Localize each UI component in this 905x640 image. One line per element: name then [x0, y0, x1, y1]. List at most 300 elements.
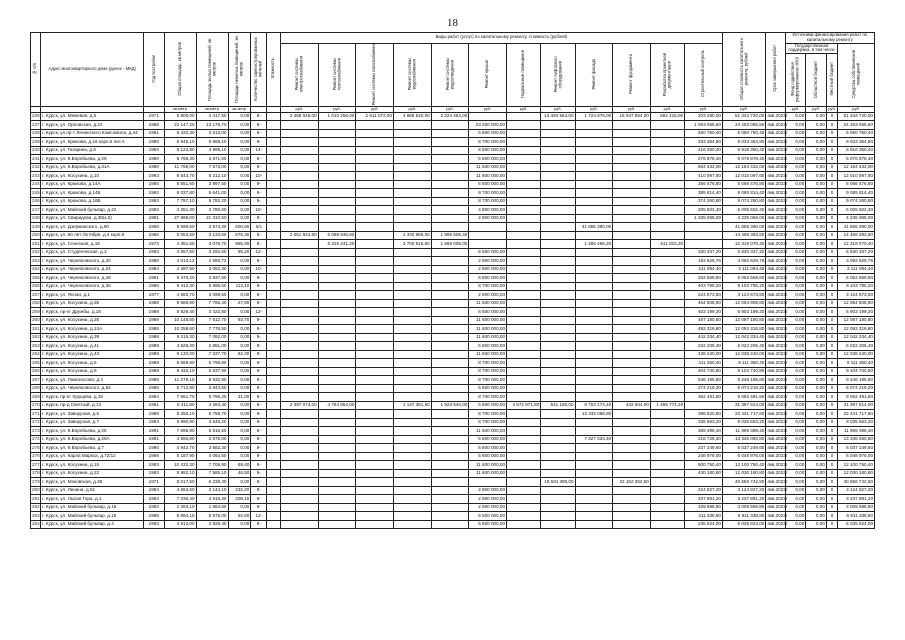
local-cell: 0	[826, 240, 837, 249]
work-cost-cell: 8 700 000,00	[469, 197, 507, 206]
residents-cell: 10-	[251, 265, 267, 274]
total-cost-cell: 11 969 398,40	[722, 427, 765, 436]
owners-cell: 3 124 673,60	[838, 291, 875, 300]
work-cost-cell	[650, 342, 684, 351]
floors-cell	[267, 155, 281, 164]
work-cost-cell: 438 240,00	[685, 350, 723, 359]
work-cost-cell	[541, 512, 575, 521]
owners-cell: 6 916 350,40	[838, 146, 875, 155]
work-cost-cell	[318, 410, 356, 419]
owners-cell: 6 035 824,00	[838, 520, 875, 529]
floors-cell	[267, 282, 281, 291]
work-cost-cell	[507, 452, 541, 461]
work-cost-cell: 1 286 466,20	[575, 240, 613, 249]
living-area-cell: 7 708,90	[196, 461, 228, 470]
floors-cell	[267, 512, 281, 521]
nonliving-area-cell: 95,20	[228, 248, 251, 257]
deadline-cell: 4кв.2023г	[766, 291, 785, 300]
work-cost-cell	[356, 486, 394, 495]
row-number-cell: 259	[31, 308, 41, 317]
work-cost-cell: 5 226 241,20	[318, 240, 356, 249]
living-area-cell: 3 674,30	[196, 223, 228, 232]
deadline-cell: 4кв.2023г	[766, 282, 785, 291]
work-cost-cell	[613, 265, 651, 274]
work-cost-cell	[281, 444, 319, 453]
local-cell: 0	[826, 401, 837, 410]
work-cost-cell	[541, 333, 575, 342]
work-cost-cell	[575, 172, 613, 181]
row-number-cell: 269	[31, 393, 41, 402]
work-cost-cell	[356, 350, 394, 359]
local-cell: 0	[826, 350, 837, 359]
local-cell: 0	[826, 214, 837, 223]
regional-cell: 0,00	[806, 393, 827, 402]
work-cost-cell	[650, 520, 684, 529]
row-number-cell: 252	[31, 248, 41, 257]
work-cost-cell: 6 500 000,00	[469, 248, 507, 257]
local-cell: 0	[826, 282, 837, 291]
total-cost-cell: 6 048 976,00	[722, 452, 765, 461]
work-cost-cell	[613, 291, 651, 300]
work-cost-cell	[431, 461, 469, 470]
work-cost-cell	[356, 155, 394, 164]
table-row	[31, 325, 875, 334]
row-number-cell: 277	[31, 461, 41, 470]
unit-rub: руб.	[828, 106, 836, 112]
deadline-cell: 4кв.2023г	[766, 478, 785, 487]
header-work-8: Ремонт лифтового оборудования	[541, 43, 575, 106]
table-row	[31, 367, 875, 376]
work-cost-cell: 8 700 000,00	[469, 367, 507, 376]
local-cell: 0	[826, 444, 837, 453]
residents-cell: 9-	[251, 274, 267, 283]
floors-cell	[267, 180, 281, 189]
work-cost-cell	[541, 231, 575, 240]
work-cost-cell	[394, 121, 432, 130]
deadline-cell: 4кв.2023г	[766, 486, 785, 495]
floors-cell	[267, 461, 281, 470]
address-cell: г. Курск, ул. Косухина, д.41	[41, 342, 144, 351]
row-number-cell: 239	[31, 138, 41, 147]
work-cost-cell	[541, 342, 575, 351]
regional-cell: 0,00	[806, 206, 827, 215]
local-cell: 0	[826, 359, 837, 368]
work-cost-cell: 5 800 000,00	[469, 155, 507, 164]
work-cost-cell	[650, 469, 684, 478]
work-cost-cell: 11 600 000,00	[469, 163, 507, 172]
work-cost-cell: 385 814,40	[685, 189, 723, 198]
address-cell: г. Курск, ул. Орловская, д.22	[41, 121, 144, 130]
work-cost-cell	[281, 172, 319, 181]
work-cost-cell	[650, 197, 684, 206]
work-cost-cell: 6 099 936,80	[318, 231, 356, 240]
work-cost-cell	[541, 367, 575, 376]
work-cost-cell	[575, 197, 613, 206]
row-number-cell: 249	[31, 223, 41, 232]
work-cost-cell	[541, 384, 575, 393]
work-cost-cell	[469, 478, 507, 487]
fund-cell: 0,00	[785, 129, 806, 138]
work-cost-cell	[650, 410, 684, 419]
total-cost-cell: 31 397 814,00	[722, 401, 765, 410]
work-cost-cell	[613, 214, 651, 223]
work-cost-cell	[318, 291, 356, 300]
living-area-cell: 2 851,00	[196, 342, 228, 351]
work-cost-cell: 260 750,40	[685, 129, 723, 138]
total-area-cell: 8 250,10	[164, 410, 196, 419]
floors-cell	[267, 503, 281, 512]
work-cost-cell: 11 600 000,00	[469, 427, 507, 436]
work-cost-cell	[613, 325, 651, 334]
total-cost-cell: 4 235 068,00	[722, 214, 765, 223]
nonliving-area-cell: 0,00	[228, 163, 251, 172]
work-cost-cell: 13 494 564,00	[541, 112, 575, 121]
address-cell: г. Курск, ул. Косухина, д.22	[41, 469, 144, 478]
nonliving-area-cell: 0,00	[228, 138, 251, 147]
table-row	[31, 401, 875, 410]
owners-cell: 9 103 795,20	[838, 282, 875, 291]
work-cost-cell	[650, 376, 684, 385]
nonliving-area-cell: 955,90	[228, 240, 251, 249]
total-cost-cell: 9 085 814,40	[722, 189, 765, 198]
header-work-12: Строительный контроль	[685, 43, 723, 106]
year-cell: 1992	[144, 189, 165, 198]
total-cost-cell: 12 064 908,80	[722, 299, 765, 308]
local-cell: 0	[826, 180, 837, 189]
table-body	[31, 112, 875, 529]
row-number-cell: 283	[31, 512, 41, 521]
work-cost-cell	[431, 265, 469, 274]
floors-cell	[267, 367, 281, 376]
nonliving-area-cell: 0,00	[228, 291, 251, 300]
work-cost-cell	[541, 121, 575, 130]
work-cost-cell	[394, 376, 432, 385]
work-cost-cell	[507, 180, 541, 189]
work-cost-cell	[613, 376, 651, 385]
work-cost-cell	[650, 393, 684, 402]
table-row	[31, 155, 875, 164]
work-cost-cell	[281, 189, 319, 198]
work-cost-cell	[507, 223, 541, 232]
row-number-cell: 237	[31, 121, 41, 130]
regional-cell: 0,00	[806, 129, 827, 138]
work-cost-cell: 237 249,60	[685, 444, 723, 453]
address-cell: г. Курск, ул. Майский бульвар, д.4	[41, 520, 144, 529]
total-area-cell: 4 556,80	[164, 435, 196, 444]
floors-cell	[267, 495, 281, 504]
work-cost-cell	[507, 197, 541, 206]
work-cost-cell	[318, 393, 356, 402]
local-cell: 0	[826, 520, 837, 529]
regional-cell: 0,00	[806, 418, 827, 427]
work-cost-cell	[507, 461, 541, 470]
work-cost-cell	[394, 299, 432, 308]
work-cost-cell	[431, 248, 469, 257]
local-cell: 0	[826, 427, 837, 436]
nonliving-area-cell: 0,00	[228, 444, 251, 453]
work-cost-cell	[650, 486, 684, 495]
table-row	[31, 435, 875, 444]
work-cost-cell	[507, 393, 541, 402]
work-cost-cell	[318, 265, 356, 274]
work-cost-cell	[281, 342, 319, 351]
total-cost-cell: 9 104 740,80	[722, 367, 765, 376]
work-cost-cell	[318, 308, 356, 317]
nonliving-area-cell: 92,60	[228, 512, 251, 521]
row-number-cell: 270	[31, 401, 41, 410]
owners-cell: 6 048 976,00	[838, 452, 875, 461]
deadline-cell: 4кв.2023г	[766, 172, 785, 181]
local-cell: 0	[826, 146, 837, 155]
work-cost-cell	[431, 172, 469, 181]
row-number-cell: 271	[31, 410, 41, 419]
work-cost-cell	[356, 206, 394, 215]
table-row	[31, 299, 875, 308]
work-cost-cell	[650, 461, 684, 470]
work-cost-cell	[281, 197, 319, 206]
work-cost-cell: 11 600 000,00	[469, 316, 507, 325]
work-cost-cell	[318, 384, 356, 393]
work-cost-cell	[613, 223, 651, 232]
work-cost-cell	[281, 146, 319, 155]
work-cost-cell	[650, 231, 684, 240]
work-cost-cell	[394, 435, 432, 444]
living-area-cell: 3 943,60	[196, 384, 228, 393]
work-cost-cell: 464 908,80	[685, 299, 723, 308]
year-cell: 1991	[144, 435, 165, 444]
deadline-cell: 4кв.2023г	[766, 342, 785, 351]
work-cost-cell	[541, 461, 575, 470]
work-cost-cell	[281, 435, 319, 444]
work-cost-cell	[613, 503, 651, 512]
fund-cell: 0,00	[785, 393, 806, 402]
work-cost-cell	[356, 418, 394, 427]
work-cost-cell	[613, 333, 651, 342]
local-cell: 0	[826, 435, 837, 444]
work-cost-cell	[394, 308, 432, 317]
work-cost-cell	[613, 350, 651, 359]
floors-cell	[267, 257, 281, 266]
total-cost-cell: 3 124 827,20	[722, 486, 765, 495]
living-area-cell: 8 532,90	[196, 376, 228, 385]
total-cost-cell: 6 060 750,40	[722, 129, 765, 138]
work-cost-cell	[613, 427, 651, 436]
work-cost-cell	[281, 180, 319, 189]
work-cost-cell: 11 600 000,00	[469, 469, 507, 478]
table-row	[31, 223, 875, 232]
nonliving-area-cell: 0,00	[228, 376, 251, 385]
deadline-cell: 4кв.2023г	[766, 410, 785, 419]
table-row	[31, 197, 875, 206]
total-cost-cell: 9 062 481,60	[722, 393, 765, 402]
header-deadline: Срок завершения работ	[766, 33, 785, 107]
work-cost-cell	[650, 359, 684, 368]
regional-cell: 0,00	[806, 138, 827, 147]
owners-cell: 6 076 878,40	[838, 155, 875, 164]
work-cost-cell	[650, 180, 684, 189]
table-row	[31, 342, 875, 351]
work-cost-cell	[650, 223, 684, 232]
total-cost-cell: 3 111 094,40	[722, 265, 765, 274]
work-cost-cell: 4 320 966,00	[394, 231, 432, 240]
work-cost-cell: 16 047 564,00	[613, 112, 651, 121]
work-cost-cell: 404 740,80	[685, 367, 723, 376]
deadline-cell: 4кв.2023г	[766, 452, 785, 461]
total-cost-cell: 6 022 206,40	[722, 342, 765, 351]
work-cost-cell: 492 316,80	[685, 325, 723, 334]
total-area-cell: 8 412,40	[164, 282, 196, 291]
owners-cell: 12 087 180,80	[838, 316, 875, 325]
regional-cell: 0,00	[806, 520, 827, 529]
total-area-cell: 5 187,90	[164, 452, 196, 461]
work-cost-cell	[431, 367, 469, 376]
total-area-cell: 22 147,20	[164, 121, 196, 130]
nonliving-area-cell: 0,00	[228, 129, 251, 138]
row-number-cell: 243	[31, 172, 41, 181]
living-area-cell: 5 796,20	[196, 393, 228, 402]
work-cost-cell: 430 180,80	[685, 469, 723, 478]
fund-cell: 0,00	[785, 410, 806, 419]
header-work-6: Ремонт крыши	[469, 43, 507, 106]
owners-cell: 12 164 432,00	[838, 163, 875, 172]
work-cost-cell	[281, 282, 319, 291]
work-cost-cell	[575, 274, 613, 283]
work-cost-cell	[394, 359, 432, 368]
work-cost-cell	[541, 248, 575, 257]
living-area-cell: 4 915,30	[196, 495, 228, 504]
row-number-cell: 273	[31, 427, 41, 436]
work-cost-cell	[356, 197, 394, 206]
work-cost-cell: 274 219,20	[685, 384, 723, 393]
work-cost-cell	[650, 172, 684, 181]
work-cost-cell	[650, 163, 684, 172]
work-cost-cell	[650, 257, 684, 266]
row-number-cell: 247	[31, 206, 41, 215]
work-cost-cell	[356, 163, 394, 172]
work-cost-cell	[394, 325, 432, 334]
work-cost-cell	[613, 342, 651, 351]
work-cost-cell	[507, 325, 541, 334]
total-area-cell: 4 351,60	[164, 240, 196, 249]
floors-cell	[267, 350, 281, 359]
total-area-cell: 5 053,60	[164, 231, 196, 240]
work-cost-cell	[356, 452, 394, 461]
local-cell: 0	[826, 478, 837, 487]
total-area-cell: 5 808,00	[164, 112, 196, 121]
deadline-cell: 4кв.2023г	[766, 155, 785, 164]
address-cell: г. Курск, ул. Дзержинского, д.90	[41, 223, 144, 232]
table-row	[31, 163, 875, 172]
table-row	[31, 410, 875, 419]
table-header	[31, 33, 875, 113]
residents-cell: 9-	[251, 121, 267, 130]
work-cost-cell	[281, 325, 319, 334]
work-cost-cell	[281, 274, 319, 283]
header-living-area: Площадь жилых помещений, кв. метров	[196, 33, 228, 107]
work-cost-cell	[541, 223, 575, 232]
work-cost-cell	[318, 435, 356, 444]
total-area-cell: 10 432,30	[164, 461, 196, 470]
table-row	[31, 393, 875, 402]
work-cost-cell	[613, 282, 651, 291]
total-area-cell: 11 759,00	[164, 163, 196, 172]
regional-cell: 0,00	[806, 163, 827, 172]
local-cell: 0	[826, 129, 837, 138]
total-area-cell: 8 122,80	[164, 146, 196, 155]
total-area-cell: 4 397,80	[164, 265, 196, 274]
work-cost-cell	[394, 197, 432, 206]
row-number-cell: 261	[31, 325, 41, 334]
local-cell: 0	[826, 274, 837, 283]
residents-cell: 9-	[251, 129, 267, 138]
work-cost-cell	[507, 503, 541, 512]
year-cell: 1988	[144, 299, 165, 308]
work-cost-cell	[431, 410, 469, 419]
work-cost-cell: 6 500 000,00	[469, 512, 507, 521]
table-row	[31, 512, 875, 521]
header-work-11: Разработка проектной документации	[650, 43, 684, 106]
work-cost-cell	[318, 444, 356, 453]
total-cost-cell: 6 062 569,60	[722, 274, 765, 283]
regional-cell: 0,00	[806, 291, 827, 300]
address-cell: г. Курск, ул. Косухина, д.10	[41, 172, 144, 181]
work-cost-cell	[394, 520, 432, 529]
total-area-cell: 4 657,60	[164, 248, 196, 257]
living-area-cell: 7 585,10	[196, 469, 228, 478]
deadline-cell: 4кв.2023г	[766, 418, 785, 427]
year-cell: 1992	[144, 469, 165, 478]
work-cost-cell	[356, 342, 394, 351]
work-cost-cell	[541, 486, 575, 495]
work-cost-cell	[394, 495, 432, 504]
work-cost-cell	[507, 308, 541, 317]
deadline-cell: 4кв.2023г	[766, 248, 785, 257]
fund-cell: 0,00	[785, 316, 806, 325]
work-cost-cell	[541, 282, 575, 291]
work-cost-cell	[541, 274, 575, 283]
work-cost-cell	[541, 410, 575, 419]
regional-cell: 0,00	[806, 112, 827, 121]
work-cost-cell	[281, 206, 319, 215]
floors-cell	[267, 112, 281, 121]
living-area-cell: 3 292,60	[196, 248, 228, 257]
regional-cell: 0,00	[806, 231, 827, 240]
work-cost-cell	[613, 189, 651, 198]
deadline-cell: 4кв.2023г	[766, 206, 785, 215]
regional-cell: 0,00	[806, 282, 827, 291]
living-area-cell: 3 133,60	[196, 231, 228, 240]
table-row	[31, 274, 875, 283]
work-cost-cell	[318, 469, 356, 478]
work-cost-cell	[507, 146, 541, 155]
owners-cell: 12 319 070,40	[838, 240, 875, 249]
total-cost-cell: 12 100 750,40	[722, 461, 765, 470]
floors-cell	[267, 163, 281, 172]
total-cost-cell: 6 037 249,60	[722, 444, 765, 453]
deadline-cell: 4кв.2023г	[766, 231, 785, 240]
row-number-cell: 238	[31, 129, 41, 138]
fund-cell: 0,00	[785, 359, 806, 368]
nonliving-area-cell: 0,00	[228, 112, 251, 121]
total-cost-cell: 12 087 180,80	[722, 316, 765, 325]
work-cost-cell	[613, 435, 651, 444]
total-area-cell: 5 596,60	[164, 223, 196, 232]
local-cell: 0	[826, 265, 837, 274]
local-cell: 0	[826, 197, 837, 206]
address-cell: г. Курск, ул. Ясная, д.1	[41, 291, 144, 300]
address-cell: г. Курск, ул. К.Воробьева, д.7	[41, 444, 144, 453]
header-work-10: Ремонт фундамента	[613, 43, 651, 106]
